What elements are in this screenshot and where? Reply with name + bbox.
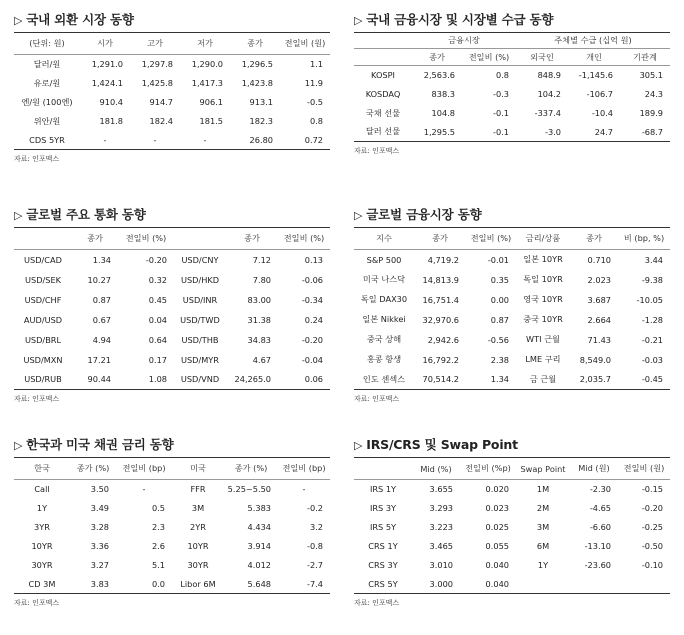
table-row: 10YR 3.36 2.6 10YR 3.914 -0.8	[31, 541, 323, 551]
table-row: 1Y 3.49 0.5 3M 5.383 -0.2	[36, 503, 323, 513]
source-note: 자료: 인포맥스	[354, 599, 400, 607]
panel-title: ▷ 국내 외환 시장 동향	[14, 8, 330, 32]
fin-global-table	[354, 227, 670, 390]
column-header: 종가 (%)	[70, 458, 116, 480]
column-header: 종가	[412, 49, 462, 66]
table-row: 일본 Nikkei 32,970.6 0.87 중국 10YR 2.664 -1.28	[362, 314, 663, 325]
column-header: 비 (bp, %)	[618, 228, 670, 250]
panel-title: ▷ IRS/CRS 및 Swap Point	[354, 433, 670, 457]
table-header-row	[14, 33, 330, 55]
column-header: 기관계	[620, 49, 670, 66]
panel-title: ▷ 글로벌 금융시장 동향	[354, 203, 670, 227]
column-header: 지수	[354, 228, 414, 250]
column-header: 고가	[130, 33, 180, 55]
fin-domestic-table	[354, 32, 670, 142]
table-row: CRS 5Y 3.000 0.040	[368, 578, 509, 589]
column-header: 종가 (%)	[224, 458, 278, 480]
table-row: 미국 나스닥 14,813.9 0.35 독일 10YR 2.023 -9.38	[362, 274, 663, 285]
column-header: 개인	[568, 49, 620, 66]
table-row: USD/MXN 17.21 0.17 USD/MYR 4.67 -0.04	[23, 354, 323, 365]
panel-bonds	[14, 433, 330, 608]
column-header: 전일비 (%)	[118, 228, 174, 250]
table-header-row	[354, 228, 670, 250]
table-row: 30YR 3.27 5.1 30YR 4.012 -2.7	[31, 560, 323, 570]
table-row: 달러/원 1,291.0 1,297.8 1,290.0 1,296.5 1.1	[33, 58, 323, 70]
column-header: 저가	[180, 33, 230, 55]
table-row: USD/SEK 10.27 0.32 USD/HKD 7.80 -0.06	[25, 274, 323, 285]
table-row: 중국 상해 2,942.6 -0.56 WTI 근월 71.43 -0.21	[366, 334, 663, 345]
panel-fin-global	[354, 203, 670, 404]
column-header: 종가	[414, 228, 466, 250]
table-header-row	[14, 458, 330, 480]
triangle-icon: ▷	[354, 14, 363, 27]
column-header: 전일비 (%p)	[460, 458, 516, 480]
table-row: USD/CHF 0.87 0.45 USD/INR 83.00 -0.34	[24, 294, 323, 305]
column-header: 미국	[172, 458, 224, 480]
panel-fx-global	[14, 203, 330, 404]
table-row: USD/RUB 90.44 1.08 USD/VND 24,265.0 0.06	[24, 374, 323, 385]
column-header: 종가	[226, 228, 278, 250]
table-row: 달러 선물 1,295.5 -0.1 -3.0 24.7 -68.7	[365, 126, 664, 137]
table-row: CD 3M 3.83 0.0 Libor 6M 5.648 -7.4	[28, 578, 323, 589]
fx-global-table	[14, 227, 330, 390]
bonds-table	[14, 457, 330, 594]
fx-domestic-table	[14, 32, 330, 150]
triangle-icon: ▷	[14, 439, 23, 452]
panel-title: ▷ 글로벌 주요 통화 동향	[14, 203, 330, 227]
table-row: 국채 선물 104.8 -0.1 -337.4 -10.4 189.9	[365, 107, 664, 118]
column-header: 전일비 (%)	[466, 228, 516, 250]
column-header: Swap Point	[516, 458, 570, 480]
table-row: 3YR 3.28 2.3 2YR 4.434 3.2	[34, 522, 323, 532]
column-header: 전일비 (bp)	[116, 458, 172, 480]
table-row: KOSPI 2,563.6 0.8 848.9 -1,145.6 305.1	[371, 70, 664, 81]
table-row: CRS 1Y 3.465 0.055 6M -13.10 -0.50	[368, 541, 663, 551]
column-header: 전일비 (원)	[280, 33, 330, 55]
source-note: 자료: 인포맥스	[14, 395, 60, 403]
table-header-row	[354, 458, 670, 480]
source-note: 자료: 인포맥스	[354, 147, 400, 155]
table-row: IRS 1Y 3.655 0.020 1M -2.30 -0.15	[369, 484, 663, 495]
triangle-icon: ▷	[14, 14, 23, 27]
table-row: CRS 3Y 3.010 0.040 1Y -23.60 -0.10	[368, 560, 663, 570]
table-row: Call 3.50 - FFR 5.25~5.50 -	[34, 484, 306, 495]
table-row: KOSDAQ 838.3 -0.3 104.2 -106.7 24.3	[365, 89, 664, 99]
column-header: 전일비 (%)	[278, 228, 330, 250]
triangle-icon: ▷	[14, 209, 23, 222]
panel-irs-crs	[354, 433, 670, 608]
column-header: Mid (%)	[412, 458, 460, 480]
table-row: 인도 센섹스 70,514.2 1.34 금 근월 2,035.7 -0.45	[362, 373, 663, 385]
table-row: 엔/원 (100엔) 910.4 914.7 906.1 913.1 -0.5	[21, 96, 323, 107]
table-row: 유로/원 1,424.1 1,425.8 1,417.3 1,423.8 11.9	[33, 77, 323, 88]
source-note: 자료: 인포맥스	[354, 395, 400, 403]
column-header: 전일비 (원)	[618, 458, 670, 480]
table-row: USD/CAD 1.34 -0.20 USD/CNY 7.12 0.13	[24, 254, 323, 265]
column-header: 외국인	[516, 49, 568, 66]
column-header: 시가	[80, 33, 130, 55]
table-row: S&P 500 4,719.2 -0.01 일본 10YR 0.710 3.44	[366, 254, 663, 265]
column-header: 종가	[230, 33, 280, 55]
column-header: 종가	[570, 228, 618, 250]
triangle-icon: ▷	[354, 439, 363, 452]
table-row: IRS 3Y 3.293 0.023 2M -4.65 -0.20	[369, 503, 663, 513]
table-row: CDS 5YR - - - 26.80 0.72	[29, 134, 323, 145]
column-header: (단위: 원)	[14, 33, 80, 55]
panel-title: ▷ 국내 금융시장 및 시장별 수급 동향	[354, 8, 670, 32]
source-note: 자료: 인포맥스	[14, 155, 60, 163]
panel-fin-domestic	[354, 8, 670, 156]
column-header: 종가	[72, 228, 118, 250]
column-header: 한국	[14, 458, 70, 480]
table-row: 위안/원 181.8 182.4 181.5 182.3 0.8	[33, 115, 323, 126]
column-header: 금리/상품	[516, 228, 570, 250]
panel-title: ▷ 한국과 미국 채권 금리 동향	[14, 433, 330, 457]
column-header: 전일비 (%)	[462, 49, 516, 66]
column-header: 전일비 (bp)	[278, 458, 330, 480]
group-header: 주체별 수급 (십억 원)	[516, 33, 670, 49]
group-header-row	[354, 33, 670, 49]
panel-fx-domestic	[14, 8, 330, 164]
table-header-row	[354, 49, 670, 66]
table-row: AUD/USD 0.67 0.04 USD/TWD 31.38 0.24	[23, 314, 323, 325]
triangle-icon: ▷	[354, 209, 363, 222]
table-header-row	[14, 228, 330, 250]
group-header: 금융시장	[412, 33, 516, 49]
table-row: USD/BRL 4.94 0.64 USD/THB 34.83 -0.20	[24, 334, 323, 345]
table-row: IRS 5Y 3.223 0.025 3M -6.60 -0.25	[369, 522, 663, 532]
table-row: 홍콩 항생 16,792.2 2.38 LME 구리 8,549.0 -0.03	[366, 354, 663, 365]
column-header: Mid (원)	[570, 458, 618, 480]
irs-crs-table	[354, 457, 670, 594]
table-row: 독일 DAX30 16,751.4 0.00 영국 10YR 3.687 -10.05	[360, 294, 663, 305]
source-note: 자료: 인포맥스	[14, 599, 60, 607]
